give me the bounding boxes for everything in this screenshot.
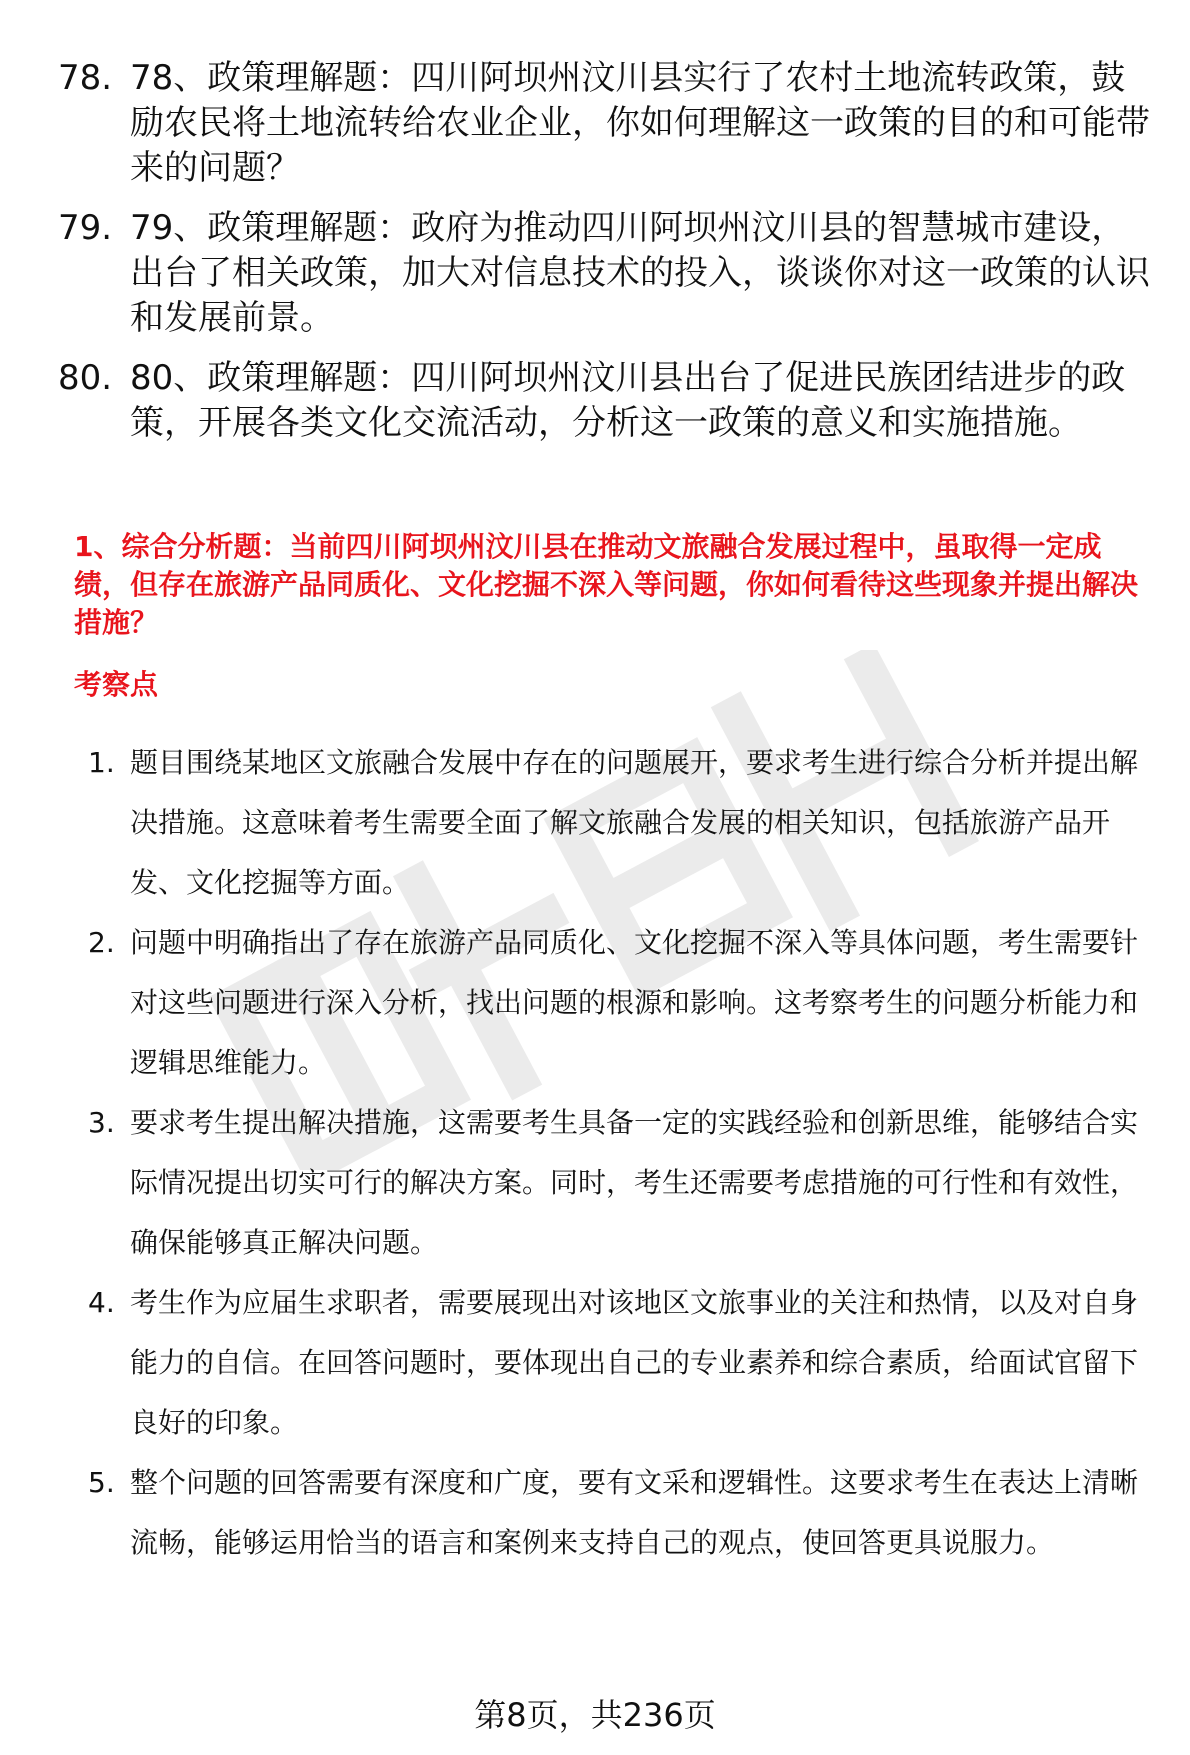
points-list	[88, 733, 1158, 1573]
point-text: 考生作为应届生求职者，需要展现出对该地区文旅事业的关注和热情，以及对自身能力的自信。在回答问题时，要体现出自己的专业素养和综合素质，给面试官留下良好的印象。	[130, 1286, 1139, 1439]
list-item	[58, 206, 1158, 341]
point-text: 问题中明确指出了存在旅游产品同质化、文化挖掘不深入等具体问题，考生需要针对这些问题进行深入分析，找出问题的根源和影响。这考察考生的问题分析能力和逻辑思维能力。	[130, 926, 1139, 1079]
list-item	[88, 913, 1158, 1093]
point-number: 2.	[88, 926, 115, 959]
question-text: 79、政策理解题：政府为推动四川阿坝州汶川县的智慧城市建设，出台了相关政策，加大对信息技术的投入，谈谈你对这一政策的认识和发展前景。	[130, 208, 1150, 338]
point-number: 1.	[88, 746, 115, 779]
question-number: 78.	[58, 58, 113, 98]
point-number: 5.	[88, 1466, 115, 1499]
question-list	[58, 56, 1158, 461]
question-number: 80.	[58, 358, 113, 398]
point-text: 要求考生提出解决措施，这需要考生具备一定的实践经验和创新思维，能够结合实际情况提出切实可行的解决方案。同时，考生还需要考虑措施的可行性和有效性，确保能够真正解决问题。	[130, 1106, 1139, 1259]
list-item	[88, 1093, 1158, 1273]
section-title: 考察点	[74, 668, 159, 701]
page-footer: 第8页，共236页	[474, 1696, 716, 1734]
list-item	[58, 56, 1158, 191]
point-number: 3.	[88, 1106, 115, 1139]
point-text: 整个问题的回答需要有深度和广度，要有文采和逻辑性。这要求考生在表达上清晰流畅，能够运用恰当的语言和案例来支持自己的观点，使回答更具说服力。	[130, 1466, 1139, 1559]
point-number: 4.	[88, 1286, 115, 1319]
question-text: 78、政策理解题：四川阿坝州汶川县实行了农村土地流转政策，鼓励农民将土地流转给农业企业，你如何理解这一政策的目的和可能带来的问题？	[130, 58, 1150, 188]
featured-question: 1、综合分析题：当前四川阿坝州汶川县在推动文旅融合发展过程中，虽取得一定成绩，但存在旅游产品同质化、文化挖掘不深入等问题，你如何看待这些现象并提出解决措施？	[74, 530, 1139, 639]
list-item	[88, 1273, 1158, 1453]
list-item	[58, 356, 1158, 446]
list-item	[88, 1453, 1158, 1573]
question-number: 79.	[58, 208, 113, 248]
point-text: 题目围绕某地区文旅融合发展中存在的问题展开，要求考生进行综合分析并提出解决措施。这意味着考生需要全面了解文旅融合发展的相关知识，包括旅游产品开发、文化挖掘等方面。	[130, 746, 1139, 899]
question-text: 80、政策理解题：四川阿坝州汶川县出台了促进民族团结进步的政策，开展各类文化交流活动，分析这一政策的意义和实施措施。	[130, 358, 1126, 443]
list-item	[88, 733, 1158, 913]
